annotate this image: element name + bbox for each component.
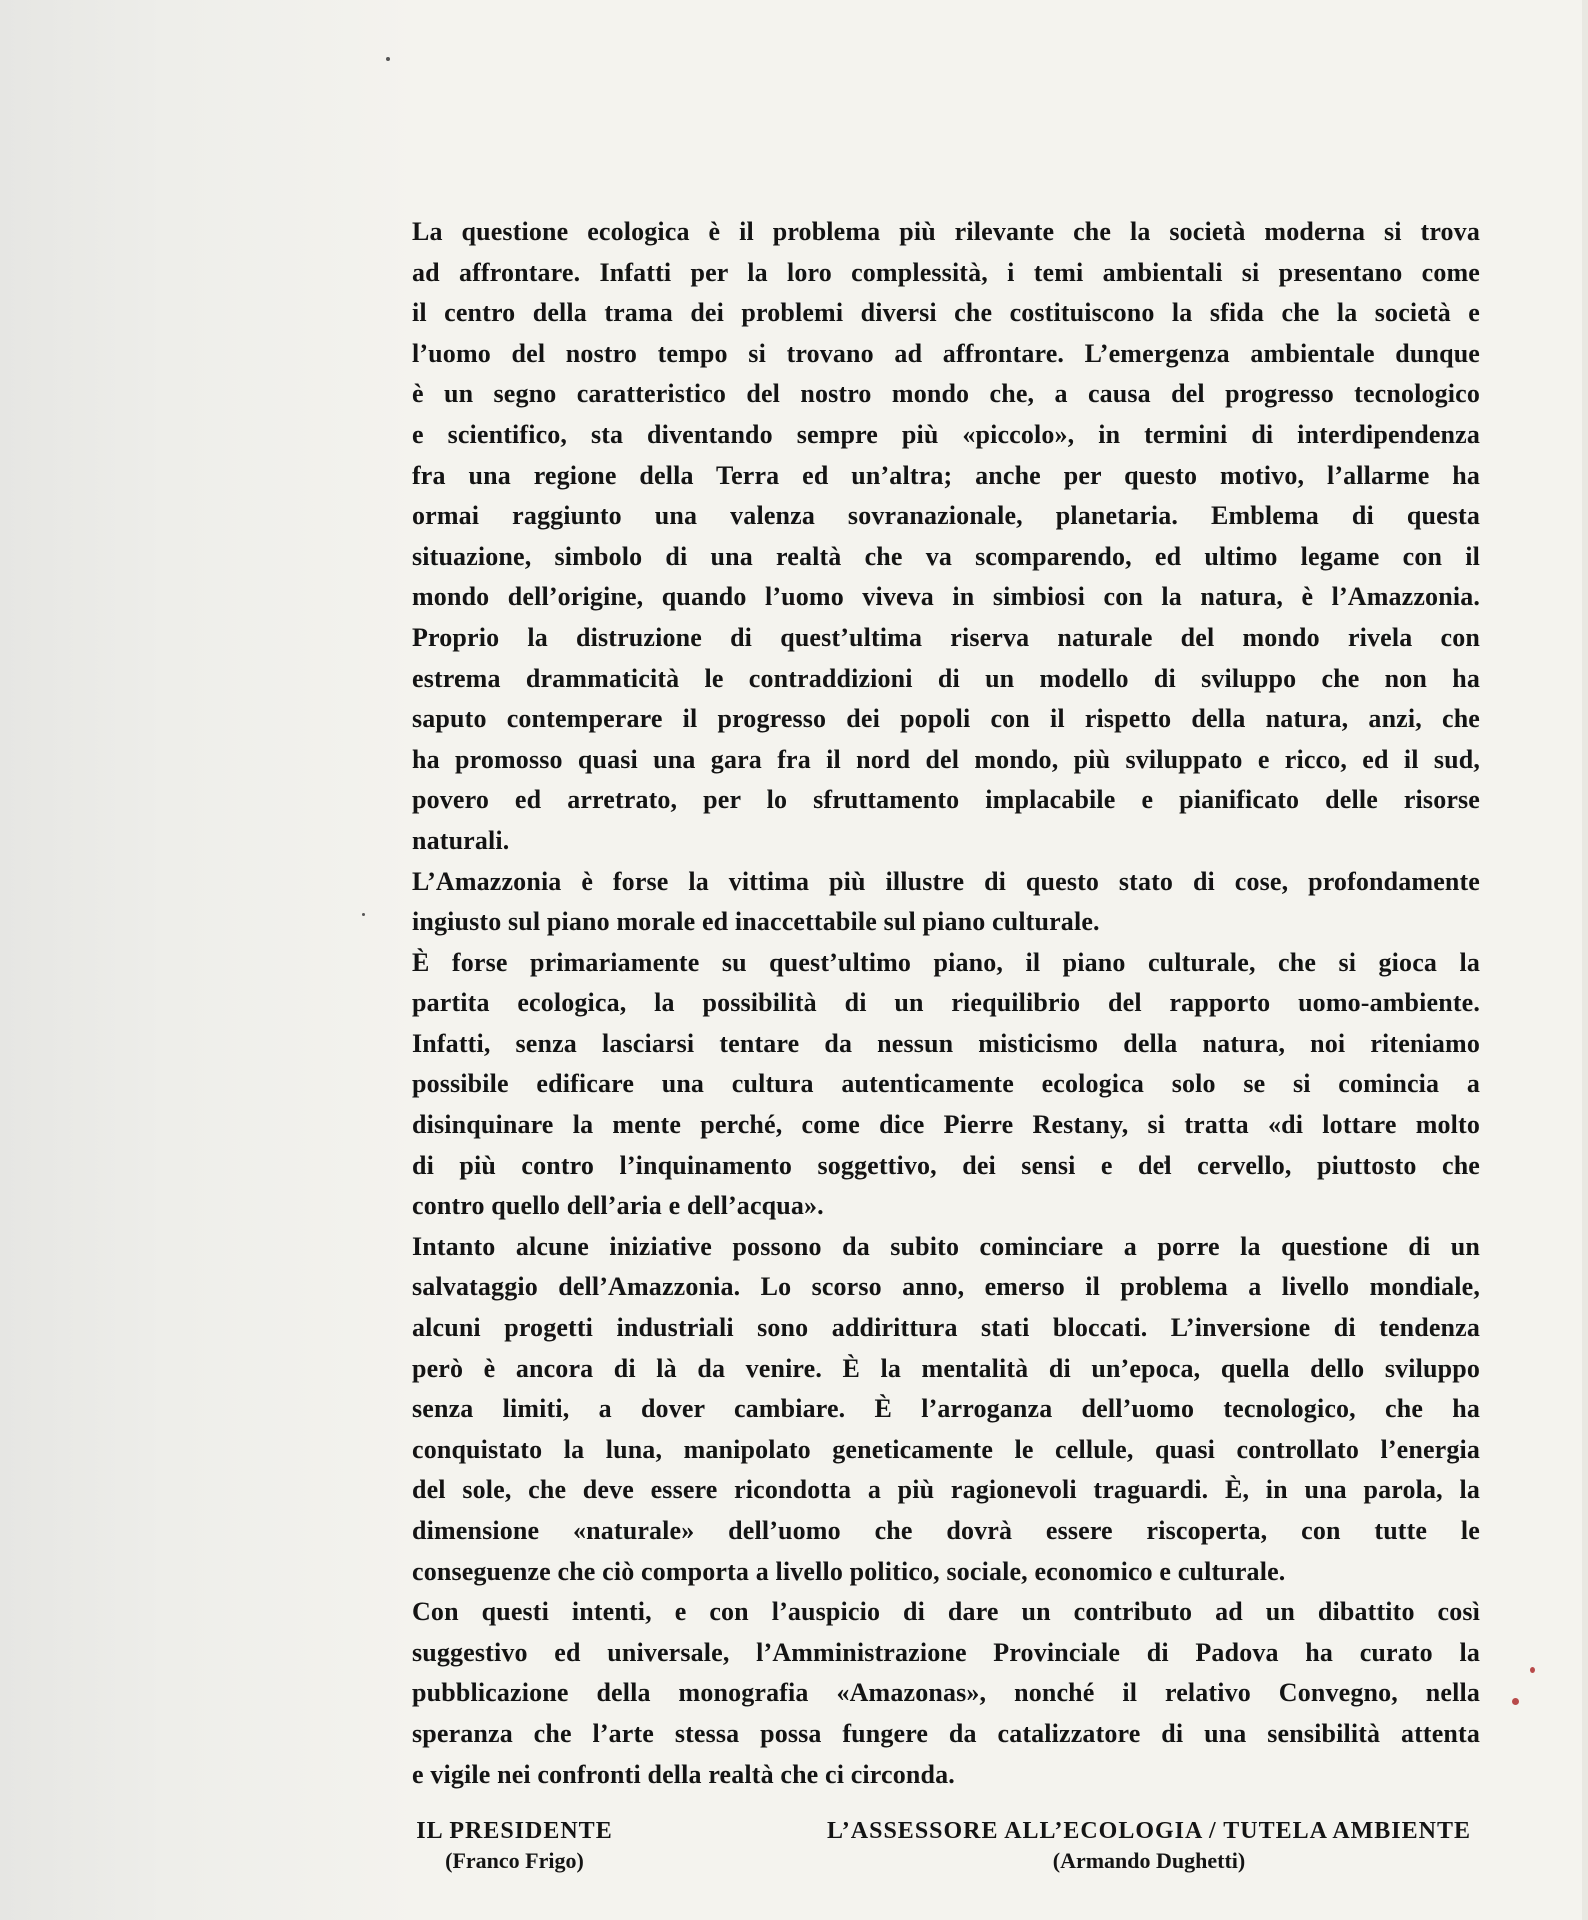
signature-title: IL PRESIDENTE [416, 1818, 613, 1844]
text-line: ormai raggiunto una valenza sovranazionale, planetaria. Emblema di questa [412, 501, 1480, 531]
text-line: ingiusto sul piano morale ed inaccettabile sul piano culturale. [412, 907, 1100, 937]
text-line: speranza che l’arte stessa possa fungere da catalizzatore di una sensibilità attenta [412, 1718, 1480, 1748]
body-text [412, 212, 1480, 1795]
text-line: mondo dell’origine, quando l’uomo viveva in simbiosi con la natura, è l’Amazzonia. [412, 582, 1480, 612]
text-line: salvataggio dell’Amazzonia. Lo scorso anno, emerso il problema a livello mondiale, [412, 1272, 1480, 1302]
text-line: il centro della trama dei problemi diversi che costituiscono la sfida che la società e [412, 298, 1480, 328]
page-gutter-shadow [0, 0, 420, 1920]
text-line: dimensione «naturale» dell’uomo che dovrà essere riscoperta, con tutte le [412, 1516, 1480, 1545]
text-line: situazione, simbolo di una realtà che va scomparendo, ed ultimo legame con il [412, 541, 1480, 571]
text-line: e scientifico, sta diventando sempre più «piccolo», in termini di interdipendenza [412, 419, 1480, 449]
paragraph [412, 943, 1480, 1227]
text-line: estrema drammaticità le contraddizioni di un modello di sviluppo che non ha [412, 663, 1480, 693]
text-line: È forse primariamente su quest’ultimo piano, il piano culturale, che si gioca la [412, 947, 1480, 977]
text-line: Infatti, senza lasciarsi tentare da nessun misticismo della natura, noi riteniamo [412, 1028, 1480, 1058]
page-right-edge [1582, 0, 1588, 1920]
text-line: saputo contemperare il progresso dei popoli con il rispetto della natura, anzi, che [412, 704, 1480, 734]
paper-speck [1512, 1698, 1519, 1705]
paper-speck [362, 913, 365, 916]
signature-title: L’ASSESSORE ALL’ECOLOGIA / TUTELA AMBIENTE [826, 1818, 1471, 1844]
paper-speck [1530, 1667, 1535, 1673]
text-line: La questione ecologica è il problema più rilevante che la società moderna si trova [412, 217, 1480, 246]
text-line: Proprio la distruzione di quest’ultima riserva naturale del mondo rivela con [412, 622, 1480, 652]
paragraph [412, 862, 1480, 943]
signature-president [412, 1816, 617, 1876]
paper-speck [386, 57, 390, 61]
text-line: contro quello dell’aria e dell’acqua». [412, 1191, 824, 1221]
text-line: pubblicazione della monografia «Amazonas», nonché il relativo Convegno, nella [412, 1678, 1480, 1708]
text-line: disinquinare la mente perché, come dice Pierre Restany, si tratta «di lottare molto [412, 1110, 1480, 1140]
text-line: L’Amazzonia è forse la vittima più illustre di questo stato di cose, profondamente [412, 866, 1480, 896]
text-line: alcuni progetti industriali sono addirittura stati bloccati. L’inversione di tendenza [412, 1313, 1480, 1343]
text-line: conquistato la luna, manipolato geneticamente le cellule, quasi controllato l’energia [412, 1434, 1480, 1464]
text-line: Con questi intenti, e con l’auspicio di dare un contributo ad un dibattito così [412, 1597, 1480, 1627]
text-line: del sole, che deve essere ricondotta a più ragionevoli traguardi. È, in una parola, la [412, 1475, 1480, 1505]
text-line: di più contro l’inquinamento soggettivo, dei sensi e del cervello, piuttosto che [412, 1150, 1480, 1180]
text-line: Intanto alcune iniziative possono da subito cominciare a porre la questione di un [412, 1231, 1480, 1261]
signature-name: (Armando Dughetti) [1052, 1848, 1246, 1873]
text-line: partita ecologica, la possibilità di un riequilibrio del rapporto uomo-ambiente. [412, 988, 1480, 1018]
paragraph [412, 212, 1480, 862]
text-line: è un segno caratteristico del nostro mondo che, a causa del progresso tecnologico [412, 379, 1480, 409]
text-line: ha promosso quasi una gara fra il nord del mondo, più sviluppato e ricco, ed il sud, [412, 744, 1480, 774]
signature-assessore [824, 1816, 1474, 1876]
text-line: e vigile nei confronti della realtà che ci circonda. [412, 1759, 955, 1789]
text-line: povero ed arretrato, per lo sfruttamento implacabile e pianificato delle risorse [412, 785, 1480, 815]
paragraph [412, 1227, 1480, 1592]
signature-block [412, 1816, 1480, 1886]
signature-name: (Franco Frigo) [445, 1848, 584, 1873]
text-line: conseguenze che ciò comporta a livello politico, sociale, economico e culturale. [412, 1556, 1286, 1586]
text-line: ad affrontare. Infatti per la loro complessità, i temi ambientali si presentano come [412, 257, 1480, 287]
text-line: possibile edificare una cultura autenticamente ecologica solo se si comincia a [412, 1069, 1480, 1099]
text-line: naturali. [412, 825, 510, 855]
paragraph [412, 1592, 1480, 1795]
text-line: fra una regione della Terra ed un’altra; anche per questo motivo, l’allarme ha [412, 460, 1480, 490]
text-line: suggestivo ed universale, l’Amministrazione Provinciale di Padova ha curato la [412, 1637, 1480, 1667]
text-line: senza limiti, a dover cambiare. È l’arroganza dell’uomo tecnologico, che ha [412, 1394, 1480, 1424]
text-line: l’uomo del nostro tempo si trovano ad affrontare. L’emergenza ambientale dunque [412, 338, 1480, 368]
text-line: però è ancora di là da venire. È la mentalità di un’epoca, quella dello sviluppo [412, 1353, 1480, 1383]
